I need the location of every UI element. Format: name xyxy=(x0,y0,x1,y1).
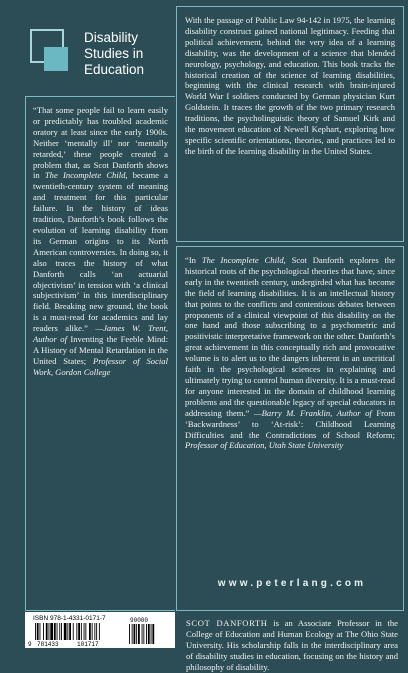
barcode-addon-bar xyxy=(142,624,143,644)
quote1-affiliation: Professor of Social Work, Gordon College xyxy=(33,355,168,377)
book-description xyxy=(176,6,404,242)
barcode-addon-bar xyxy=(146,624,147,644)
quote2-author: —Barry M. Franklin, Author of xyxy=(254,407,372,418)
barcode-addon-bar xyxy=(132,624,133,644)
barcode-bar xyxy=(76,623,77,640)
barcode-addon-bar xyxy=(148,624,150,644)
barcode-bar xyxy=(64,623,67,640)
barcode-bar xyxy=(50,623,53,640)
barcode-bar xyxy=(92,623,93,640)
endorsement-trent xyxy=(25,96,175,611)
barcode-bar xyxy=(40,623,41,640)
quote2-affiliation: Professor of Education, Utah State University xyxy=(185,440,344,451)
isbn-label: ISBN 978-1-4331-0171-7 xyxy=(33,615,106,622)
barcode-bar xyxy=(81,623,82,640)
barcode-addon-bar xyxy=(143,624,144,644)
author-bio-text: is an Associate Professor in the College of Education and Human Ecology at The Ohio State University. His scholarship falls in the interdisciplinary area of disability studies in education, focusing on the history and philosophy of disability. xyxy=(186,618,398,672)
barcode-bar xyxy=(89,623,91,640)
barcode-bar xyxy=(49,623,50,640)
barcode-bar xyxy=(59,623,60,640)
publisher-website[interactable]: www.peterlang.com xyxy=(217,578,367,589)
barcode-digits-right: 101717 xyxy=(77,641,99,648)
barcode-addon-bar xyxy=(134,624,136,644)
barcode-bar xyxy=(67,623,68,640)
barcode-bars xyxy=(35,623,100,640)
quote1-author: —James W. Trent, Author of xyxy=(33,323,168,345)
quote1-book-title: The Incomplete Child xyxy=(44,170,126,181)
series-logo xyxy=(14,17,174,89)
barcode xyxy=(25,612,175,648)
barcode-addon-bar xyxy=(138,624,140,644)
logo-line-2: Studies in xyxy=(84,46,144,61)
description-text: With the passage of Public Law 94-142 in 1975, the learning disability construct gained national legitimacy. Feeding that political achievement, behind the very idea of a learning disability, was the development of a science that blended neurology, psychology, and education. This book tracks the historical creation of the science of learning disabilities, beginning with the clinical research with brain-injured World War I soldiers conducted by German physician Kurt Goldstein. It traces the growth of the two primary research traditions, the psycholinguistic theory of Samuel Kirk and the movement education of Newell Kephart, exploring how specific scientific orientations, theories, and practices led to the birth of the learning disability in the United States. xyxy=(185,15,395,156)
quote2-book-title: The Incomplete Child xyxy=(201,255,284,265)
logo-line-3: Education xyxy=(84,62,145,77)
barcode-addon-bar xyxy=(136,624,137,644)
barcode-bar xyxy=(37,623,39,640)
endorsement-franklin xyxy=(176,246,404,611)
barcode-bar xyxy=(85,623,86,640)
barcode-bar xyxy=(94,623,95,640)
quote1-text-b: , became a twentieth-century system of meaning and treatment for this particular failure. In the history of ideas tradition, Danforth’s book follows the evolution of learning disability from its German origins to its North American controversies. In doing so, it also traces the history of what Danforth calls ‘an actuarial objectivism’ in tension with ‘a clinical subjectivism’ in this interdisciplinary field. Breaking new ground, the book is a must-read for academics and lay readers alike.” xyxy=(33,170,168,334)
barcode-addon-bar xyxy=(129,624,130,644)
barcode-bar xyxy=(54,623,56,640)
barcode-bar xyxy=(78,623,80,640)
barcode-addon-bars xyxy=(129,624,154,644)
barcode-bar xyxy=(84,623,85,640)
barcode-bar xyxy=(46,623,48,640)
barcode-addon-bar xyxy=(152,624,154,644)
barcode-bar xyxy=(57,623,58,640)
barcode-digit-left: 9 xyxy=(28,641,32,648)
barcode-digits-mid: 781433 xyxy=(37,641,59,648)
logo-line-1: Disability xyxy=(84,30,139,45)
barcode-bar xyxy=(99,623,100,640)
quote2-text-a: “In xyxy=(185,255,202,265)
author-bio xyxy=(186,618,398,673)
quote2-work: From ‘Backwardness’ to ‘At-risk’: Childhood Learning Difficulties and the Contradictions of School Reform; xyxy=(185,407,396,440)
barcode-graphic xyxy=(25,612,175,648)
quote2-text-b: , Scot Danforth explores the historical roots of the psychological theories that have, since early in the twentieth century, undergirded what has become the field of learning disabilities. It is an intellectual history that points to the conflicts and contentious debates between proponents of a clinical viewpoint of this disability on the one hand and those subscribing to a psychometric and positivistic interpretative framework on the other. Danforth’s great achievement in this conceptually rich and provocative volume is to alert us to the dangers inherent in an uncritical faith in the psychological sciences in explaining and ultimately trying to control human diversity. It is a must-read for anyone interested in the domain of childhood learning problems and the questionable legacy of special educators in addressing them.” xyxy=(185,255,396,418)
barcode-bar xyxy=(96,623,97,640)
quote1-work: Inventing the Feeble Mind: A History of Mental Retardation in the United States; xyxy=(33,334,168,366)
barcode-addon-digits: 90000 xyxy=(130,617,149,624)
barcode-bar xyxy=(43,623,44,640)
logo-square-fill xyxy=(44,47,68,71)
author-name: SCOT DANFORTH xyxy=(186,618,268,628)
barcode-addon-bar xyxy=(151,624,152,644)
barcode-bar xyxy=(61,623,62,640)
barcode-bar xyxy=(35,623,36,640)
barcode-bar xyxy=(69,623,71,640)
barcode-bar xyxy=(73,623,74,640)
quote1-text-a: “That some people fail to learn easily or predictably has troubled academic oratory at least since the early 1900s. Neither ‘mentally ill’ nor ‘mentally retarded,’ these people created a problem that, as Scot Danforth shows in xyxy=(33,105,168,181)
